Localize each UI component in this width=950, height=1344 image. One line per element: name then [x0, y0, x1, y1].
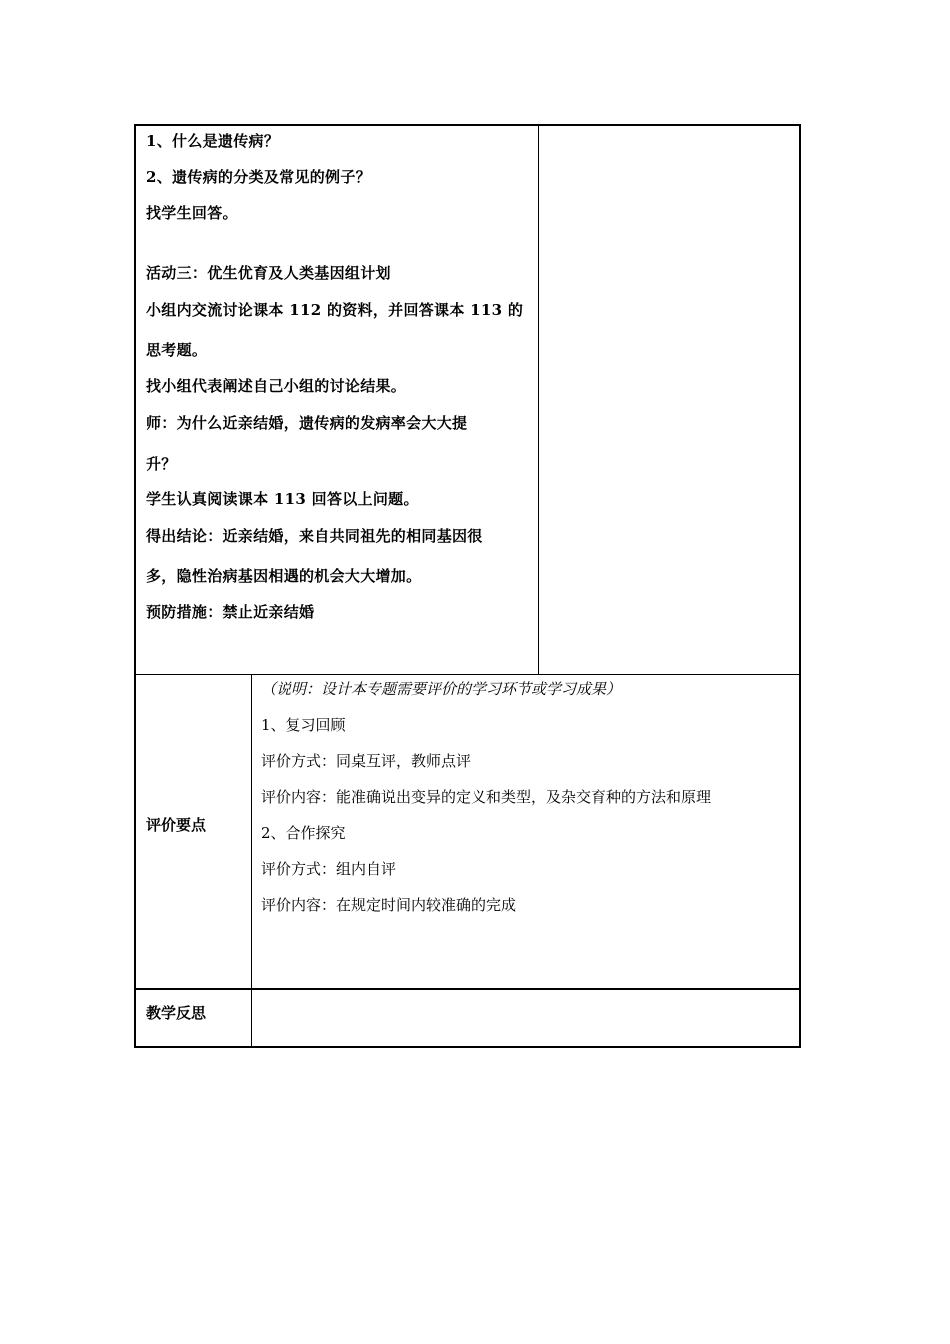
reflection-label: 教学反思 — [146, 1004, 207, 1022]
notes-cell — [539, 126, 799, 674]
activity-line: 预防措施：禁止近亲结婚 — [146, 603, 315, 621]
activity-line: 升？ — [146, 455, 177, 473]
activity-cell — [136, 126, 539, 674]
evaluation-item: 评价方式：同桌互评，教师点评 — [261, 752, 472, 770]
evaluation-item: 评价方式：组内自评 — [261, 860, 397, 878]
activity-line: 1、什么是遗传病？ — [146, 132, 280, 150]
evaluation-item: 2、合作探究 — [261, 824, 346, 842]
activity-line: 2、遗传病的分类及常见的例子？ — [146, 168, 371, 186]
evaluation-label: 评价要点 — [146, 816, 207, 834]
evaluation-row — [136, 675, 799, 990]
evaluation-item: 评价内容：能准确说出变异的定义和类型，及杂交育种的方法和原理 — [261, 788, 712, 806]
activity-line: 多，隐性治病基因相遇的机会大大增加。 — [146, 567, 422, 585]
evaluation-note: （说明：设计本专题需要评价的学习环节或学习成果） — [261, 680, 622, 698]
evaluation-item: 评价内容：在规定时间内较准确的完成 — [261, 896, 517, 914]
evaluation-content-cell — [252, 675, 799, 988]
activity-line: 小组内交流讨论课本 112 的资料，并回答课本 113 的 — [146, 301, 524, 319]
lesson-plan-table — [134, 124, 801, 1048]
activity-heading: 活动三：优生优育及人类基因组计划 — [146, 264, 391, 282]
activity-line: 师：为什么近亲结婚，遗传病的发病率会大大提 — [146, 414, 468, 432]
reflection-content-cell — [252, 990, 799, 1046]
activity-line: 找学生回答。 — [146, 204, 238, 222]
activity-line: 思考题。 — [146, 341, 208, 359]
activity-line: 得出结论：近亲结婚，来自共同祖先的相同基因很 — [146, 527, 483, 545]
evaluation-item: 1、复习回顾 — [261, 716, 346, 734]
activity-row — [136, 126, 799, 675]
activity-line: 学生认真阅读课本 113 回答以上问题。 — [146, 490, 419, 508]
activity-line: 找小组代表阐述自己小组的讨论结果。 — [146, 377, 407, 395]
reflection-row — [136, 990, 799, 1046]
evaluation-label-cell — [136, 675, 252, 988]
reflection-label-cell — [136, 990, 252, 1046]
